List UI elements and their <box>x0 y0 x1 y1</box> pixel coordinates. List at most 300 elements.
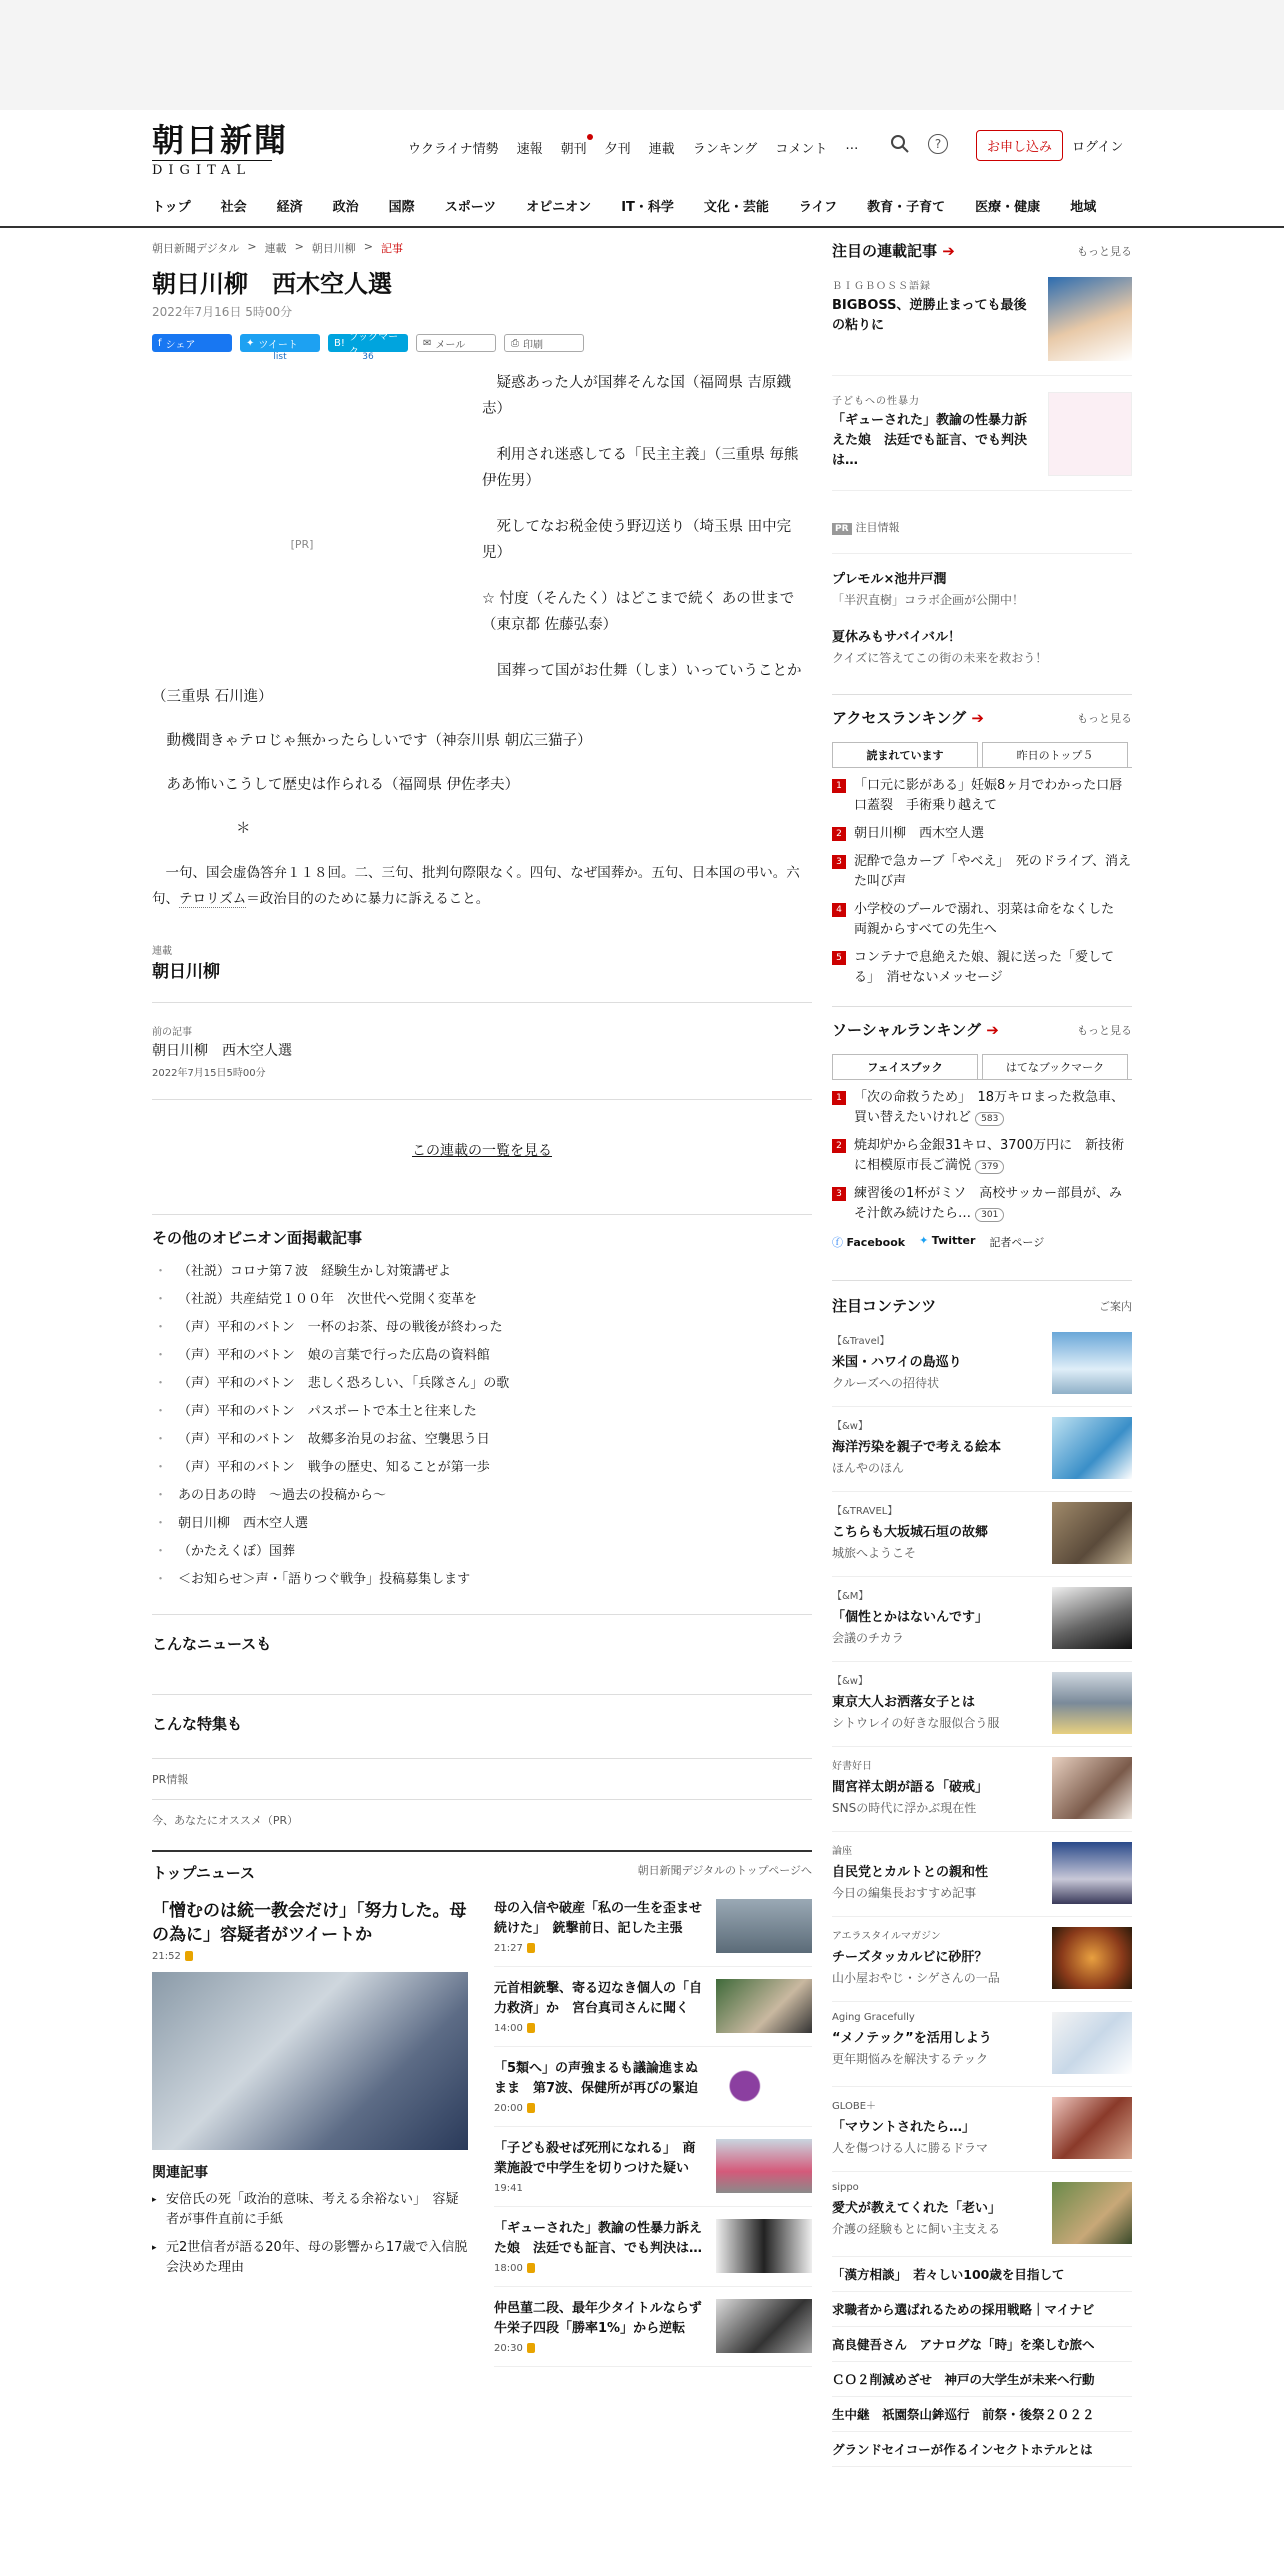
ranking-title: 焼却炉から金銀31キロ、3700万円に 新技術に相模原市長ご満悦 <box>854 1138 1125 1173</box>
list-item[interactable]: ・ （声）平和のバトン 娘の言葉で行った広島の資料館 <box>152 1342 812 1370</box>
subscribe-button[interactable]: お申し込み <box>976 130 1063 161</box>
featured-image <box>1048 392 1132 476</box>
list-item[interactable]: ・ （社説）コロナ第７波 経験生かし対策講ぜよ <box>152 1258 812 1286</box>
ranking-item[interactable] <box>832 1136 1132 1176</box>
bookmark-label: ブックマーク <box>348 332 399 358</box>
topnews-list <box>494 1899 812 2379</box>
breadcrumb <box>152 240 812 256</box>
logo-sub: DIGITAL <box>152 160 272 178</box>
content-tag: 好書好日 <box>832 1761 872 1772</box>
hatena-icon: B! <box>334 337 345 349</box>
news-item-time <box>494 2263 706 2274</box>
social-ranking-title <box>832 1019 999 1040</box>
feature-block-title: こんな特集も <box>152 1694 812 1758</box>
access-title-text: アクセスランキング <box>832 709 967 727</box>
news-item[interactable] <box>494 2139 812 2207</box>
contents-header <box>832 1280 1132 1316</box>
content-image <box>1052 1672 1132 1734</box>
new-dot-icon <box>587 134 593 140</box>
cat-local[interactable]: 地域 <box>1070 200 1097 215</box>
content-sub: ほんやのほん <box>832 1461 905 1475</box>
list-item[interactable]: ・ あの日あの時 ～過去の投稿から～ <box>152 1482 812 1510</box>
poem-2: 利用され迷惑してる「民主主義」（三重県 毎熊伊佐男） <box>482 447 799 489</box>
list-item[interactable]: ・ （声）平和のバトン 一杯のお茶、母の戦後が終わった <box>152 1314 812 1342</box>
rank-number: 3 <box>832 855 846 869</box>
topnews-title: トップニュース <box>152 1864 256 1882</box>
news-item-time <box>494 2343 706 2354</box>
poem-1: 疑惑あった人が国葬そんな国（福岡県 吉原鐡志） <box>482 375 791 417</box>
rank-number: 1 <box>832 1091 846 1105</box>
more-menu-icon[interactable]: … <box>845 138 859 153</box>
content-item[interactable] <box>832 1577 1132 1662</box>
content-title: チーズタッカルビに砂肝？ <box>832 1950 988 1965</box>
access-ranking-list <box>832 776 1132 988</box>
poem-3: 死してなお税金使う野辺送り（埼玉県 田中完児） <box>482 519 792 561</box>
ranking-title: 朝日川柳 西木空人選 <box>854 826 985 841</box>
lead-time-text: 21:52 <box>152 1951 181 1962</box>
facebook-share <box>152 334 232 362</box>
ranking-item[interactable] <box>832 1184 1132 1224</box>
ranking-item[interactable] <box>832 824 1132 844</box>
content-image <box>1052 1502 1132 1564</box>
content-tag: 【&Travel】 <box>832 1336 890 1347</box>
cat-education[interactable]: 教育・子育て <box>867 200 946 215</box>
twitter-link-label: Twitter <box>931 1234 976 1247</box>
pr-item-sub: 「半沢直樹」コラボ企画が公開中！ <box>832 593 1025 607</box>
related-list <box>152 2190 468 2278</box>
content-sub: 更年期悩みを解決するテック <box>832 2052 989 2066</box>
featured-series-title <box>832 240 955 261</box>
arrow-right-icon: ➔ <box>971 709 984 727</box>
content-image <box>1052 1332 1132 1394</box>
content-item[interactable] <box>832 1322 1132 1407</box>
news-time-text: 18:00 <box>494 2263 523 2274</box>
news-item-time <box>494 2023 706 2034</box>
mail-label: メール <box>435 339 466 351</box>
arrow-right-icon: ➔ <box>942 242 955 260</box>
pr-list <box>832 553 1132 680</box>
cat-it-science[interactable]: IT・科学 <box>621 200 674 215</box>
share-count-badge: 379 <box>975 1160 1004 1174</box>
cat-health[interactable]: 医療・健康 <box>975 200 1041 215</box>
ranking-item[interactable] <box>832 948 1132 988</box>
top-link-ukraine[interactable]: ウクライナ情勢 <box>408 142 499 157</box>
tweet-button[interactable] <box>240 334 320 352</box>
content-sub: クルーズへの招待状 <box>832 1376 940 1390</box>
tab-most-read[interactable]: 読まれています <box>832 742 978 767</box>
mail-button[interactable] <box>416 334 496 352</box>
main-column <box>152 240 812 2379</box>
content-tag: Aging Gracefully <box>832 2012 915 2023</box>
print-icon: ⎙ <box>511 337 519 349</box>
topnews-lead <box>152 1899 468 2379</box>
content-image <box>1052 1417 1132 1479</box>
pr-item[interactable] <box>832 622 1132 680</box>
list-item[interactable]: ・ （声）平和のバトン 悲しく恐ろしい、「兵隊さん」の歌 <box>152 1370 812 1398</box>
content-item[interactable] <box>832 1832 1132 1917</box>
facebook-link[interactable] <box>832 1234 905 1250</box>
mail-icon: ✉ <box>423 337 432 349</box>
news-thumbnail <box>716 1899 812 1953</box>
facebook-icon: ⓕ <box>832 1236 843 1249</box>
content-sub: シトウレイの好きな服似合う服 <box>832 1716 1000 1730</box>
help-icon[interactable]: ? <box>928 134 948 154</box>
share-count-badge: 583 <box>975 1112 1004 1126</box>
content-tag: 【&w】 <box>832 1676 868 1687</box>
featured-more-link[interactable]: もっと見る <box>1077 244 1132 258</box>
pr-item-title: プレモル×池井戸潤 <box>832 572 947 587</box>
content-tag: sippo <box>832 2182 859 2193</box>
news-thumbnail <box>716 2139 812 2193</box>
pr-info-title: PR情報 <box>152 1758 812 1799</box>
tab-hatena[interactable]: はてなブックマーク <box>982 1054 1128 1079</box>
facebook-share-button[interactable] <box>152 334 232 352</box>
article-title: 朝日川柳 西木空人選 <box>152 270 392 298</box>
news-time-text: 21:27 <box>494 1943 523 1954</box>
twitter-icon: ✦ <box>246 337 255 349</box>
featured-series-header <box>832 240 1132 261</box>
lead-headline[interactable]: 「憎むのは統一教会だけ」「努力した。母の為に」容疑者がツイートか <box>152 1901 467 1945</box>
contents-list <box>832 1322 1132 2257</box>
related-item[interactable]: ▸ 元2世信者が語る20年、母の影響から17歳で入信脱会決めた理由 <box>152 2238 468 2278</box>
news-item-time <box>494 2103 706 2114</box>
crumb-series[interactable]: 連載 <box>264 242 287 255</box>
social-tabs <box>832 1054 1132 1080</box>
list-item[interactable]: ・ 朝日川柳 西木空人選 <box>152 1510 812 1538</box>
pr-section-header <box>832 519 1132 535</box>
access-tabs <box>832 742 1132 768</box>
article-body <box>152 370 812 912</box>
crumb-current: 記事 <box>381 242 403 255</box>
lock-icon <box>527 2103 535 2113</box>
topnews-grid <box>152 1899 812 2379</box>
sidebar <box>832 240 1132 2467</box>
cat-culture[interactable]: 文化・芸能 <box>703 200 769 215</box>
ranking-title: 「口元に影がある」妊娠8ヶ月でわかった口唇口蓋裂 手術乗り越えて <box>854 778 1123 813</box>
poem-7: ああ怖いこうして歴史は作られる（福岡県 伊佐孝夫） <box>166 777 520 793</box>
pr-ad-box[interactable]: [PR] <box>290 538 314 551</box>
poem-5 <box>152 658 812 710</box>
lock-icon <box>527 1943 535 1953</box>
content-sub: 人を傷つける人に勝るドラマ <box>832 2141 989 2155</box>
news-item[interactable] <box>494 1979 812 2047</box>
topnews-link[interactable]: 朝日新聞デジタルのトップページへ <box>637 1864 812 1877</box>
ranking-title: 「次の命救うため」 18万キロまった救急車、買い替えたいけれど <box>854 1090 1125 1125</box>
access-ranking-title <box>832 707 984 728</box>
hatena-share <box>328 334 408 362</box>
news-item-title: 「5類へ」の声強まるも議論進まぬまま 第7波、保健所が再びの緊迫 <box>494 2061 699 2096</box>
content-tag: アエラスタイルマガジン <box>832 1931 941 1942</box>
content-tag: 論座 <box>832 1846 852 1857</box>
lock-icon <box>527 2023 535 2033</box>
ranking-item[interactable] <box>832 1088 1132 1128</box>
bookmark-count[interactable]: 36 <box>362 352 374 362</box>
category-nav <box>152 196 1096 215</box>
news-item[interactable] <box>494 2219 812 2287</box>
share-count-badge: 301 <box>975 1208 1004 1222</box>
lead-photo[interactable] <box>152 1972 468 2150</box>
writer-page-link[interactable]: 記者ページ <box>989 1236 1045 1249</box>
content-item[interactable] <box>832 1407 1132 1492</box>
crumb-home[interactable]: 朝日新聞デジタル <box>152 242 240 255</box>
cat-sports[interactable]: スポーツ <box>444 200 497 215</box>
list-item[interactable]: ＣＯ２削減めざせ 神戸の大学生が未来へ行動 <box>832 2362 1132 2397</box>
note-text-a: 一句、国会虚偽答弁１１８回。二、三句、批判句際限なく。四句、なぜ国葬か。五句、日本国の弔い。六句、 <box>152 865 800 907</box>
content-item[interactable] <box>832 2172 1132 2257</box>
site-logo[interactable] <box>152 122 292 178</box>
lead-time <box>152 1951 468 1962</box>
series-name[interactable]: 朝日川柳 <box>152 962 220 982</box>
news-thumbnail <box>716 2219 812 2273</box>
content-sub: 山小屋おやじ・シゲさんの一品 <box>832 1971 1000 1985</box>
prev-article-date: 2022年7月15日5時00分 <box>152 1068 266 1079</box>
cat-economy[interactable]: 経済 <box>276 200 303 215</box>
content-sub: 今日の編集長おすすめ記事 <box>832 1886 977 1900</box>
news-thumbnail <box>716 2059 812 2113</box>
list-item[interactable]: 「漢方相談」 若々しい100歳を目指して <box>832 2257 1132 2292</box>
content-tag: 【&M】 <box>832 1591 869 1602</box>
series-list-link[interactable]: この連載の一覧を見る <box>412 1143 552 1159</box>
top-link-breaking[interactable]: 速報 <box>516 142 543 157</box>
twitter-icon: ✦ <box>919 1234 929 1247</box>
ranking-content <box>854 1184 1132 1224</box>
list-item[interactable]: 高良健吾さん アナログな「時」を楽しむ旅へ <box>832 2327 1132 2362</box>
cat-top[interactable]: トップ <box>152 200 191 215</box>
contents-guide-link[interactable]: ご案内 <box>1099 1299 1132 1313</box>
tweet-label: ツイート <box>258 339 298 351</box>
news-item-title: 仲邑菫二段、最年少タイトルならず 牛栄子四段「勝率1%」から逆転 <box>494 2301 715 2336</box>
content-title: “メノテック”を活用しよう <box>832 2031 992 2046</box>
top-link-morning-label: 朝刊 <box>560 142 587 157</box>
prev-label: 前の記事 <box>152 1027 192 1038</box>
social-title-text: ソーシャルランキング <box>832 1021 981 1039</box>
top-link-ranking[interactable]: ランキング <box>692 142 758 157</box>
access-more-link[interactable]: もっと見る <box>1077 711 1132 725</box>
content-item[interactable] <box>832 1747 1132 1832</box>
pr-item[interactable] <box>832 553 1132 622</box>
news-thumbnail <box>716 1979 812 2033</box>
content-title: 「マウントされたら…」 <box>832 2120 976 2135</box>
note-text-b: ＝政治目的のために暴力に訴えること。 <box>246 891 490 907</box>
cat-life[interactable]: ライフ <box>798 200 838 215</box>
pr-item-sub: クイズに答えてこの街の未来を救おう！ <box>832 651 1048 665</box>
ranking-content <box>854 1088 1132 1128</box>
lock-icon <box>185 1951 193 1961</box>
news-block-title: こんなニュースも <box>152 1614 812 1694</box>
featured-image <box>1048 277 1132 361</box>
tweet-share <box>240 334 320 362</box>
topnews-header <box>152 1850 812 1883</box>
content-title: 米国・ハワイの島巡り <box>832 1355 962 1370</box>
list-item[interactable]: ・ （かたえくぼ）国葬 <box>152 1538 812 1566</box>
list-item[interactable]: ・ ＜お知らせ＞声・「語りつぐ戦争」投稿募集します <box>152 1566 812 1594</box>
list-item[interactable]: 求職者から選ばれるための採用戦略｜マイナビ <box>832 2292 1132 2327</box>
arrow-right-icon: ➔ <box>986 1021 999 1039</box>
related-title: 関連記事 <box>152 2165 208 2181</box>
content-image <box>1052 1842 1132 1904</box>
content-sub: 城旅へようこそ <box>832 1546 917 1560</box>
ranking-title: 練習後の1杯がミソ 高校サッカー部員が、みそ汁飲み続けたら… <box>854 1186 1123 1221</box>
content-image <box>1052 1757 1132 1819</box>
top-link-evening[interactable]: 夕刊 <box>604 142 631 157</box>
ranking-content <box>854 1136 1132 1176</box>
content-title: こちらも大坂城石垣の故郷 <box>832 1525 989 1540</box>
news-item-title: 「子ども殺せば死刑になれる」 商業施設で中学生を切りつけた疑い <box>494 2141 696 2176</box>
facebook-link-label: Facebook <box>846 1236 906 1249</box>
login-link[interactable]: ログイン <box>1072 140 1124 155</box>
content-image <box>1052 2182 1132 2244</box>
facebook-icon: f <box>158 337 162 349</box>
top-link-comment[interactable]: コメント <box>775 142 828 157</box>
access-ranking-header <box>832 694 1132 728</box>
social-more-link[interactable]: もっと見る <box>1077 1023 1132 1037</box>
search-icon[interactable] <box>890 134 910 154</box>
ranking-item[interactable] <box>832 900 1132 940</box>
pr-text-links <box>832 2257 1132 2467</box>
featured-item[interactable] <box>832 392 1132 491</box>
term-link[interactable]: テロリズム <box>179 891 247 907</box>
featured-title-text: 注目の連載記事 <box>832 242 938 260</box>
print-share <box>504 334 584 362</box>
featured-tag: ＢＩＧＢＯＳＳ語録 <box>832 281 931 292</box>
poem-4: ☆ 忖度（そんたく）はどこまで続く あの世まで（東京都 佐藤弘泰） <box>482 591 795 633</box>
news-item-time <box>494 1943 706 1954</box>
crumb-sep: > <box>247 240 257 253</box>
site-header <box>0 110 1284 228</box>
crumb-senryu[interactable]: 朝日川柳 <box>311 242 356 255</box>
content-item[interactable] <box>832 1662 1132 1747</box>
ranking-title: 泥酔で急カーブ「やべえ」 死のドライブ、消えた叫び声 <box>854 854 1132 889</box>
news-item-title: 母の入信や破産「私の一生を歪ませ続けた」 銃撃前日、記した主張 <box>494 1901 703 1936</box>
list-item[interactable]: ・ （声）平和のバトン 戦争の歴史、知ることが第一歩 <box>152 1454 812 1482</box>
pr-badge: PR <box>832 523 852 535</box>
ranking-item[interactable] <box>832 852 1132 892</box>
tab-yesterday-top5[interactable]: 昨日のトップ５ <box>982 742 1128 767</box>
pr-section-title: 注目情報 <box>855 521 900 534</box>
poem-6: 動機間きゃテロじゃ無かったらしいです（神奈川県 朝広三猫子） <box>166 733 592 749</box>
content-tag: 【&w】 <box>832 1421 868 1432</box>
content-image <box>1052 1927 1132 1989</box>
content-item[interactable] <box>832 1492 1132 1577</box>
content-item[interactable] <box>832 2087 1132 2172</box>
cat-international[interactable]: 国際 <box>388 200 415 215</box>
cat-politics[interactable]: 政治 <box>332 200 359 215</box>
news-item-title: 「ギューされた」教諭の性暴力訴えた娘 法廷でも証言、でも判決は… <box>494 2221 703 2256</box>
facebook-share-label: シェア <box>165 339 196 351</box>
social-links <box>832 1234 1132 1250</box>
content-title: 東京大人お洒落女子とは <box>832 1695 976 1710</box>
content-title: 自民党とカルトとの親和性 <box>832 1865 989 1880</box>
series-label: 連載 <box>152 946 172 957</box>
divider <box>152 1002 812 1003</box>
news-time-text: 20:30 <box>494 2343 523 2354</box>
ranking-title: 小学校のプールで溺れ、羽菜は命をなくした 両親からすべての先生へ <box>854 902 1128 937</box>
content-title: 愛犬が教えてくれた「老い」 <box>832 2201 1002 2216</box>
poem-5-text: 国葬って国がお仕舞（しま）いっていうことか（三重県 石川進） <box>152 663 802 705</box>
article-note <box>152 860 812 912</box>
top-link-series[interactable]: 連載 <box>648 142 675 157</box>
share-bar <box>152 334 812 362</box>
opinion-list <box>152 1258 812 1594</box>
tweet-count[interactable]: list <box>273 352 287 362</box>
social-ranking-header <box>832 1006 1132 1040</box>
content-image <box>1052 1587 1132 1649</box>
top-ad-space <box>0 0 1284 110</box>
list-item[interactable]: ・ （社説）共産結党１００年 次世代へ党開く変革を <box>152 1286 812 1314</box>
news-time-text: 20:00 <box>494 2103 523 2114</box>
divider <box>152 1099 812 1100</box>
content-item[interactable] <box>832 1917 1132 2002</box>
content-title: 海洋汚染を親子で考える絵本 <box>832 1440 1002 1455</box>
opinion-title: その他のオピニオン面掲載記事 <box>152 1229 363 1247</box>
featured-headline: BIGBOSS、逆勝止まっても最後の粘りに <box>832 298 1027 333</box>
content-sub: 会議のチカラ <box>832 1631 904 1645</box>
top-link-morning[interactable] <box>561 138 587 157</box>
news-item[interactable] <box>494 2299 812 2367</box>
content-sub: 介護の経験もとに飼い主支える <box>832 2222 1001 2236</box>
print-label: 印刷 <box>523 339 543 351</box>
social-ranking-list <box>832 1088 1132 1224</box>
list-item[interactable]: グランドセイコーが作るインセクトホテルとは <box>832 2432 1132 2467</box>
content-image <box>1052 2012 1132 2074</box>
content-tag: GLOBE＋ <box>832 2101 877 2112</box>
lock-icon <box>527 2263 535 2273</box>
separator-star: ＊ <box>236 821 251 837</box>
logo-main: 朝日新聞 <box>152 121 289 159</box>
news-item[interactable] <box>494 1899 812 1967</box>
list-item[interactable]: ・ （声）平和のバトン 故郷多治見のお盆、空襲思う日 <box>152 1426 812 1454</box>
rank-number: 2 <box>832 827 846 841</box>
related-item[interactable]: ▸ 安倍氏の死「政治的意味、考える余裕ない」 容疑者が事件直前に手紙 <box>152 2190 468 2230</box>
rank-number: 3 <box>832 1187 846 1201</box>
lock-icon <box>527 2343 535 2353</box>
article-date: 2022年7月16日 5時00分 <box>152 305 293 319</box>
ranking-item[interactable] <box>832 776 1132 816</box>
crumb-sep: > <box>294 240 304 253</box>
news-item-title: 元首相銃撃、寄る辺なき個人の「自力救済」か 宮台真司さんに聞く <box>494 1981 703 2016</box>
featured-tag: 子どもへの性暴力 <box>832 396 920 407</box>
content-tag: 【&TRAVEL】 <box>832 1506 898 1517</box>
tab-facebook[interactable]: フェイスブック <box>832 1054 978 1079</box>
content-item[interactable] <box>832 2002 1132 2087</box>
rank-number: 1 <box>832 779 846 793</box>
recommend-title: 今、あなたにオススメ（PR） <box>152 1799 812 1840</box>
news-item-time: 19:41 <box>494 2183 523 2194</box>
content-title: 「個性とかはないんです」 <box>832 1610 989 1625</box>
news-thumbnail <box>716 2299 812 2353</box>
content-sub: SNSの時代に浮かぶ現在性 <box>832 1801 977 1815</box>
cat-society[interactable]: 社会 <box>220 200 247 215</box>
rank-number: 2 <box>832 1139 846 1153</box>
list-item[interactable]: ・ （声）平和のバトン パスポートで本土と往来した <box>152 1398 812 1426</box>
featured-item[interactable] <box>832 277 1132 376</box>
opinion-section <box>152 1214 812 1594</box>
list-item[interactable]: 生中継 祇園祭山鉾巡行 前祭・後祭２０２２ <box>832 2397 1132 2432</box>
cat-opinion[interactable]: オピニオン <box>526 200 592 215</box>
twitter-link[interactable] <box>919 1234 975 1250</box>
ranking-title: コンテナで息絶えた娘、親に送った「愛してる」 消せないメッセージ <box>854 950 1115 985</box>
mail-share <box>416 334 496 362</box>
content-title: 間宮祥太朗が語る「破戒」 <box>832 1780 989 1795</box>
prev-article-link[interactable]: 朝日川柳 西木空人選 <box>152 1043 292 1059</box>
contents-title: 注目コンテンツ <box>832 1297 937 1315</box>
pr-item-title: 夏休みもサバイバル！ <box>832 630 961 645</box>
crumb-sep: > <box>363 240 373 253</box>
print-button[interactable] <box>504 334 584 352</box>
news-item[interactable] <box>494 2059 812 2127</box>
news-time-text: 14:00 <box>494 2023 523 2034</box>
rank-number: 5 <box>832 951 846 965</box>
